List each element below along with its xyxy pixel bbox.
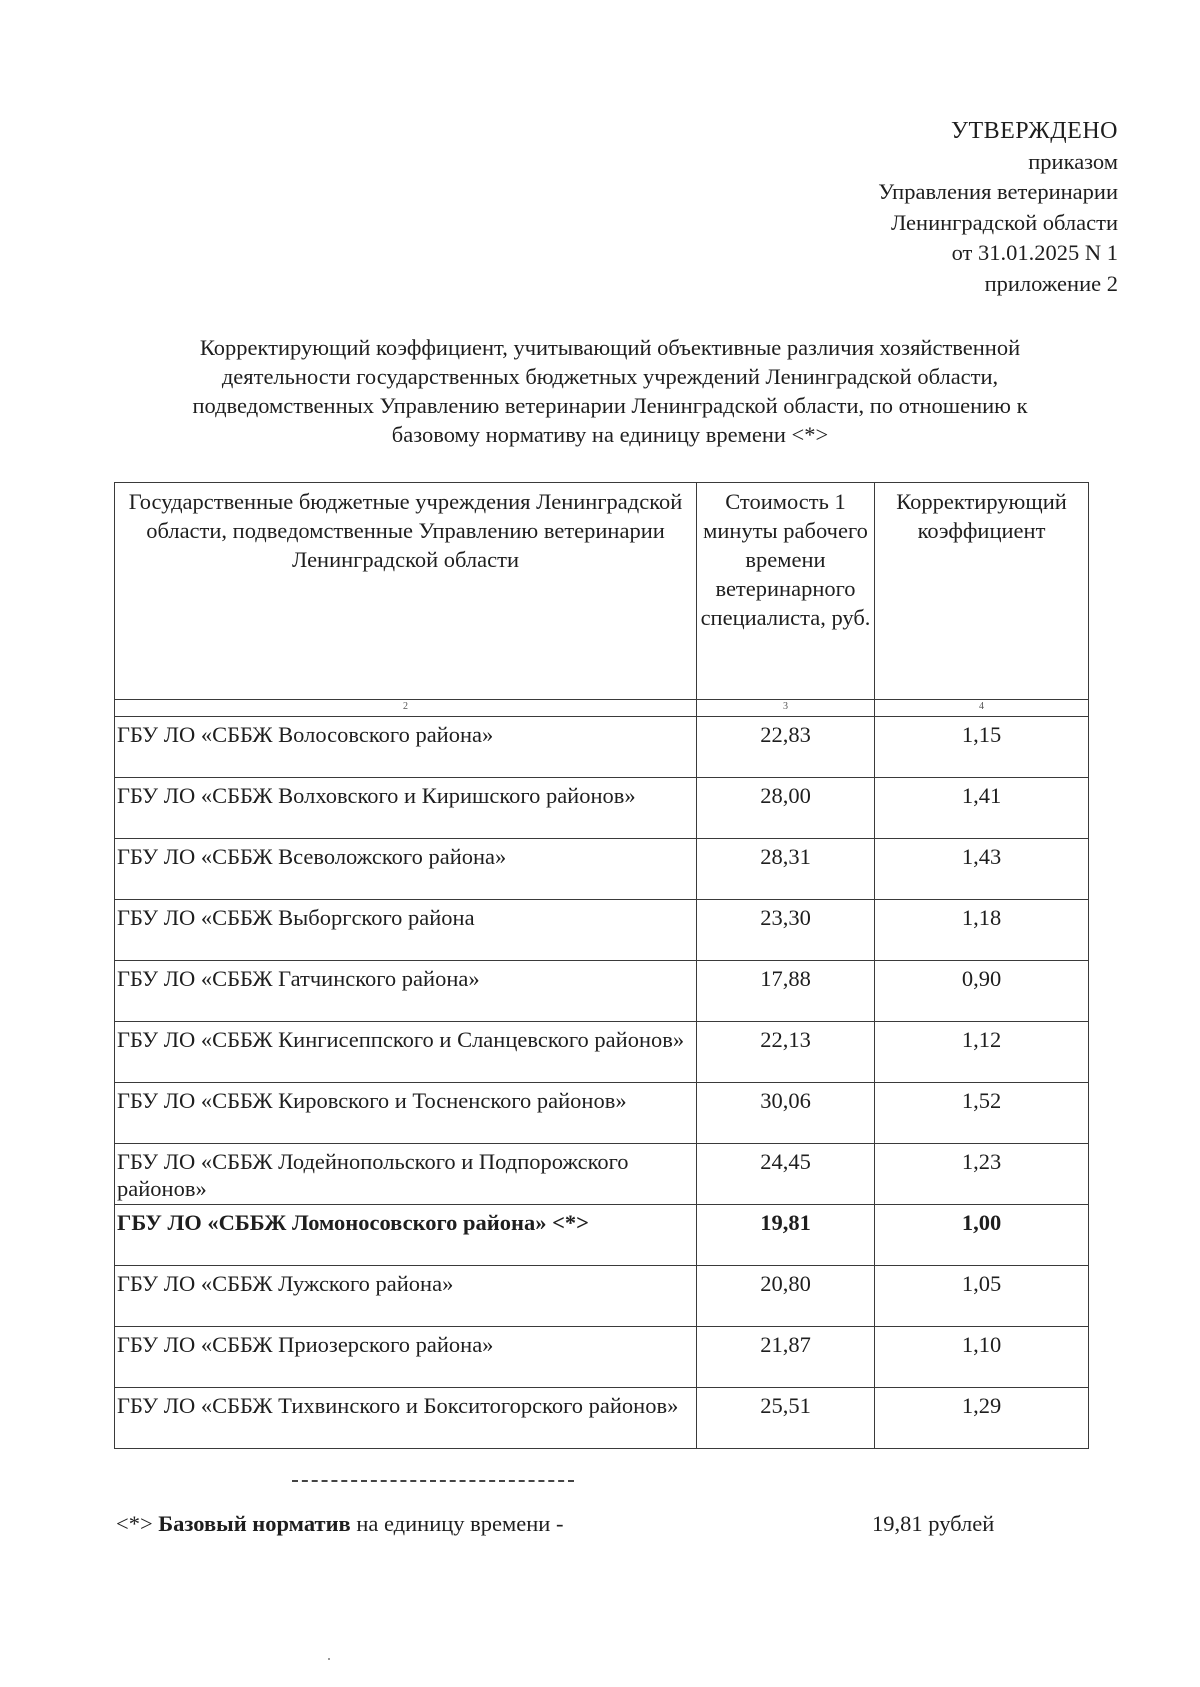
table-row [115, 900, 1089, 961]
header-coefficient: Корректирующий коэффициент [875, 483, 1089, 700]
footnote-value: 19,81 рублей [872, 1511, 995, 1536]
table-row [115, 717, 1089, 778]
coefficient-value: 1,23 [875, 1144, 1089, 1205]
institution-name: ГБУ ЛО «СББЖ Ломоносовского района» <*> [115, 1205, 697, 1266]
cost-value: 22,13 [697, 1022, 875, 1083]
header-cost: Стоимость 1 минуты рабочего времени ветеринарного специалиста, руб. [697, 483, 875, 700]
coefficient-value: 1,15 [875, 717, 1089, 778]
institution-name: ГБУ ЛО «СББЖ Выборгского района [115, 900, 697, 961]
column-number: 3 [697, 700, 875, 717]
table-row [115, 961, 1089, 1022]
table-row [115, 778, 1089, 839]
approval-block [878, 116, 1118, 299]
document-title [110, 333, 1110, 449]
column-number: 4 [875, 700, 1089, 717]
table-row-base [115, 1205, 1089, 1266]
table-row [115, 1144, 1089, 1205]
scan-speck [328, 1658, 330, 1660]
approval-line-date: от 31.01.2025 N 1 [951, 240, 1118, 265]
cost-value: 20,80 [697, 1266, 875, 1327]
table-row [115, 1083, 1089, 1144]
cost-value: 28,00 [697, 778, 875, 839]
cost-value: 30,06 [697, 1083, 875, 1144]
footnote-separator [292, 1480, 574, 1482]
coefficient-value: 1,41 [875, 778, 1089, 839]
footnote-marker: <*> [116, 1511, 153, 1536]
coefficient-value: 1,18 [875, 900, 1089, 961]
institution-name: ГБУ ЛО «СББЖ Гатчинского района» [115, 961, 697, 1022]
title-line: подведомственных Управлению ветеринарии Ленинградской области, по отношению к [192, 393, 1028, 418]
cost-value: 22,83 [697, 717, 875, 778]
cost-value: 19,81 [697, 1205, 875, 1266]
table-row [115, 839, 1089, 900]
cost-value: 21,87 [697, 1327, 875, 1388]
institution-name: ГБУ ЛО «СББЖ Лужского района» [115, 1266, 697, 1327]
coefficient-value: 1,12 [875, 1022, 1089, 1083]
coefficient-value: 1,05 [875, 1266, 1089, 1327]
title-line: деятельности государственных бюджетных учреждений Ленинградской области, [221, 364, 999, 389]
approval-line-authority: Управления ветеринарии [878, 179, 1118, 204]
institution-name: ГБУ ЛО «СББЖ Кингисеппского и Сланцевского районов» [115, 1022, 697, 1083]
coefficient-value: 1,00 [875, 1205, 1089, 1266]
institution-name: ГБУ ЛО «СББЖ Кировского и Тосненского районов» [115, 1083, 697, 1144]
title-line: Корректирующий коэффициент, учитывающий объективные различия хозяйственной [199, 335, 1021, 360]
approval-heading: УТВЕРЖДЕНО [950, 118, 1118, 144]
footnote [116, 1509, 1036, 1539]
cost-value: 24,45 [697, 1144, 875, 1205]
coefficient-table [114, 482, 1089, 1449]
table-row [115, 1327, 1089, 1388]
footnote-text: на единицу времени - [356, 1511, 564, 1536]
coefficient-value: 1,10 [875, 1327, 1089, 1388]
coefficient-value: 1,29 [875, 1388, 1089, 1449]
footnote-bold-text: Базовый норматив [158, 1511, 351, 1536]
header-institution: Государственные бюджетные учреждения Ленинградской области, подведомственные Управлению ветеринарии Ленинградской области [115, 483, 697, 700]
coefficient-value: 1,52 [875, 1083, 1089, 1144]
institution-name: ГБУ ЛО «СББЖ Волховского и Киришского районов» [115, 778, 697, 839]
footnote-label [116, 1511, 563, 1536]
institution-name: ГБУ ЛО «СББЖ Волосовского района» [115, 717, 697, 778]
column-number: 2 [115, 700, 697, 717]
institution-name: ГБУ ЛО «СББЖ Всеволожского района» [115, 839, 697, 900]
table-row [115, 1266, 1089, 1327]
cost-value: 28,31 [697, 839, 875, 900]
title-line: базовому нормативу на единицу времени <*> [391, 422, 829, 447]
table-row [115, 1388, 1089, 1449]
approval-line-region: Ленинградской области [890, 209, 1118, 235]
institution-name: ГБУ ЛО «СББЖ Приозерского района» [115, 1327, 697, 1388]
cost-value: 23,30 [697, 900, 875, 961]
table-row [115, 1022, 1089, 1083]
approval-line-appendix: приложение 2 [984, 270, 1118, 296]
approval-line-order: приказом [1028, 148, 1118, 174]
column-number-row [115, 700, 1089, 717]
coefficient-value: 0,90 [875, 961, 1089, 1022]
institution-name: ГБУ ЛО «СББЖ Лодейнопольского и Подпорожского районов» [115, 1144, 697, 1205]
coefficient-value: 1,43 [875, 839, 1089, 900]
cost-value: 25,51 [697, 1388, 875, 1449]
institution-name: ГБУ ЛО «СББЖ Тихвинского и Бокситогорского районов» [115, 1388, 697, 1449]
table-header-row [115, 483, 1089, 700]
cost-value: 17,88 [697, 961, 875, 1022]
